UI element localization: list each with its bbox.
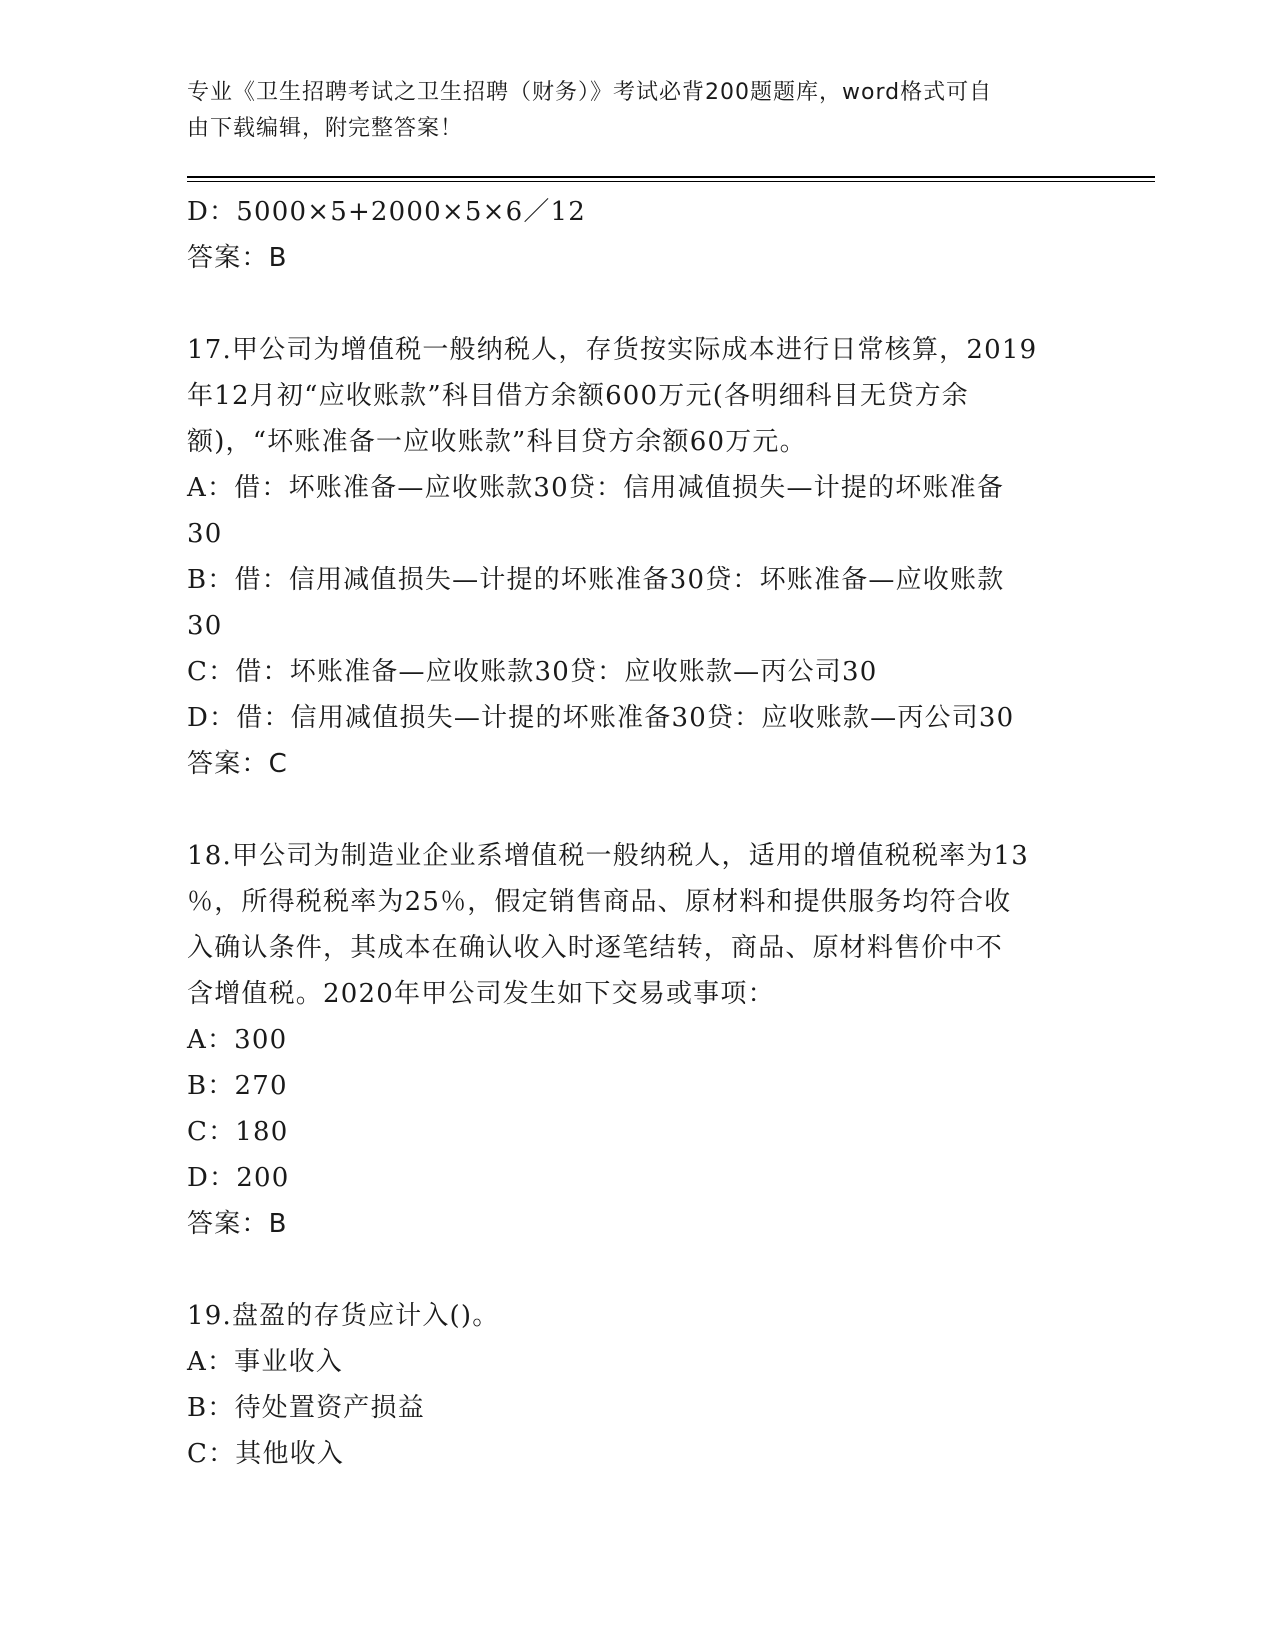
q18-answer: 答案：B (187, 1209, 288, 1239)
q17-option-a-line-2: 30 (187, 519, 223, 549)
q18-stem-line-1: 18.甲公司为制造业企业系增值税一般纳税人，适用的增值税税率为13 (187, 841, 1030, 871)
question-19 (187, 1293, 1087, 1477)
q19-option-b: B：待处置资产损益 (187, 1393, 425, 1423)
spacer (187, 1247, 1087, 1293)
q17-option-d: D：借：信用减值损失—计提的坏账准备30贷：应收账款—丙公司30 (187, 703, 1015, 733)
question-content (187, 189, 1087, 1477)
q16-option-d: D：5000×5+2000×5×6／12 (187, 197, 587, 227)
question-17 (187, 327, 1087, 787)
header-divider-thick (187, 176, 1155, 178)
q18-option-c: C：180 (187, 1117, 289, 1147)
q19-stem: 19.盘盈的存货应计入()。 (187, 1301, 500, 1331)
question-18 (187, 833, 1087, 1247)
q19-option-c: C：其他收入 (187, 1439, 345, 1469)
q18-stem-line-2: ％，所得税税率为25％，假定销售商品、原材料和提供服务均符合收 (187, 887, 1012, 917)
q17-option-b-line-1: B：借：信用减值损失—计提的坏账准备30贷：坏账准备—应收账款 (187, 565, 1005, 595)
spacer (187, 787, 1087, 833)
header-divider-thin (187, 181, 1155, 182)
document-header (187, 75, 1067, 147)
q17-option-c: C：借：坏账准备—应收账款30贷：应收账款—丙公司30 (187, 657, 878, 687)
q16-answer: 答案：B (187, 243, 288, 273)
spacer (187, 281, 1087, 327)
q17-option-a-line-1: A：借：坏账准备—应收账款30贷：信用减值损失—计提的坏账准备 (187, 473, 1005, 503)
header-line-1: 专业《卫生招聘考试之卫生招聘（财务）》考试必背200题题库，word格式可自 (187, 80, 993, 105)
q18-stem-line-3: 入确认条件，其成本在确认收入时逐笔结转，商品、原材料售价中不 (187, 933, 1004, 963)
q18-stem-line-4: 含增值税。2020年甲公司发生如下交易或事项： (187, 979, 775, 1009)
q17-stem-line-1: 17.甲公司为增值税一般纳税人，存货按实际成本进行日常核算，2019 (187, 335, 1038, 365)
q19-option-a: A：事业收入 (187, 1347, 343, 1377)
q18-option-b: B：270 (187, 1071, 288, 1101)
header-line-2: 由下载编辑，附完整答案！ (187, 116, 464, 141)
q17-answer: 答案：C (187, 749, 288, 779)
q18-option-d: D：200 (187, 1163, 290, 1193)
q17-stem-line-2: 年12月初“应收账款”科目借方余额600万元(各明细科目无贷方余 (187, 381, 969, 411)
q17-option-b-line-2: 30 (187, 611, 223, 641)
q17-stem-line-3: 额)，“坏账准备一应收账款”科目贷方余额60万元。 (187, 427, 807, 457)
q18-option-a: A：300 (187, 1025, 288, 1055)
